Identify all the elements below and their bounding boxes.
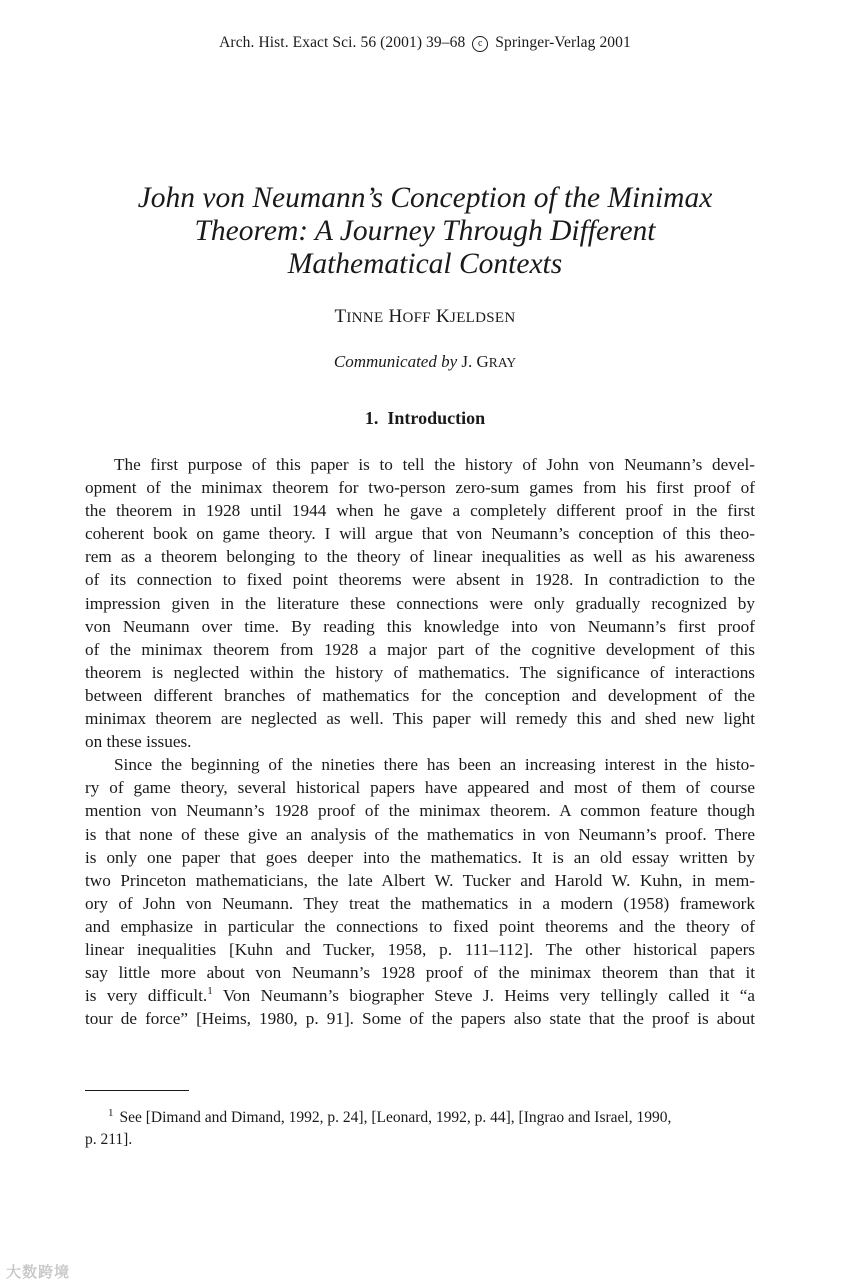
title-line: John von Neumann’s Conception of the Minimax — [137, 182, 713, 214]
text-line: opment of the minimax theorem for two-person zero-sum games from his first proof of — [85, 478, 755, 498]
text-line: theorem is neglected within the history of mathematics. The significance of interactions — [85, 662, 755, 682]
text-line: the theorem in 1928 until 1944 when he gave a completely different proof in the first — [85, 501, 755, 521]
text-line: of the minimax theorem from 1928 a major part of the cognitive development of this — [85, 639, 755, 659]
text-line: mention von Neumann’s 1928 proof of the minimax theorem. A common feature though — [85, 801, 755, 821]
text-line: Since the beginning of the nineties there has been an increasing interest in the histo- — [114, 755, 755, 775]
text-line: is only one paper that goes deeper into the mathematics. It is an old essay written by — [85, 847, 755, 867]
section-heading — [0, 408, 850, 429]
text-line: between different branches of mathematics for the conception and development of the — [85, 685, 755, 705]
text-line: tour de force” [Heims, 1980, p. 91]. Some of the papers also state that the proof is about — [85, 1009, 755, 1029]
text-line: ry of game theory, several historical papers have appeared and most of them of course — [85, 778, 755, 798]
text-line: von Neumann over time. By reading this knowledge into von Neumann’s first proof — [85, 616, 755, 636]
footnote — [85, 1102, 755, 1151]
section-number: 1. — [364, 408, 379, 428]
text-line: of its connection to fixed point theorems were absent in 1928. In contradiction to the — [85, 570, 755, 590]
text-line: impression given in the literature these connections were only gradually recognized by — [85, 593, 755, 613]
running-header — [0, 34, 850, 52]
text-line: minimax theorem are neglected as well. This paper will remedy this and shed new light — [85, 709, 755, 729]
title-line: Theorem: A Journey Through Different — [194, 215, 656, 247]
publisher-text: Springer-Verlag 2001 — [495, 34, 631, 51]
text-line: on these issues. — [85, 732, 192, 752]
text-line: two Princeton mathematicians, the late Albert W. Tucker and Harold W. Kuhn, in mem- — [85, 870, 755, 890]
copyright-icon: c — [472, 36, 488, 52]
text-line: rem as a theorem belonging to the theory of linear inequalities as well as his awareness — [85, 547, 755, 567]
footnote-text-continued: p. 211]. — [85, 1131, 133, 1148]
footnote-divider — [85, 1090, 189, 1091]
paragraph-2 — [85, 753, 755, 984]
body-text — [85, 453, 755, 1030]
footnote-text: See [Dimand and Dimand, 1992, p. 24], [Leonard, 1992, p. 44], [Ingrao and Israel, 1990, — [119, 1109, 672, 1126]
text-line: linear inequalities [Kuhn and Tucker, 1958, p. 111–112]. The other historical papers — [85, 939, 755, 959]
title-line: Mathematical Contexts — [287, 248, 563, 280]
text-line: is very difficult.$^1$ Von Neumann’s biographer Steve J. Heims very tellingly called it “a — [85, 985, 756, 1006]
watermark-text: 大数跨境 — [6, 1263, 71, 1281]
communicated-by — [0, 352, 850, 372]
section-title: Introduction — [387, 408, 486, 428]
text-line: is that none of these give an analysis of the mathematics in von Neumann’s proof. There — [85, 824, 755, 844]
text-line: and emphasize in particular the connections to fixed point theorems and the theory of — [85, 916, 755, 936]
communicator-name: J. GRAY — [461, 352, 517, 371]
paper-title — [0, 182, 850, 281]
paragraph-1 — [85, 453, 755, 753]
communicated-prefix: Communicated by — [333, 352, 458, 371]
author-text: TINNE HOFF KJELDSEN — [334, 306, 516, 327]
author-name — [0, 306, 850, 328]
watermark-logo — [6, 1261, 70, 1282]
text-line: say little more about von Neumann’s 1928 proof of the minimax theorem than that it — [85, 963, 755, 983]
text-line: The first purpose of this paper is to tell the history of John von Neumann’s devel- — [114, 455, 755, 474]
text-line: coherent book on game theory. I will argue that von Neumann’s conception of this theo- — [85, 524, 755, 544]
footnote-number: 1 — [108, 1107, 114, 1119]
citation-text: Arch. Hist. Exact Sci. 56 (2001) 39–68 — [219, 34, 466, 51]
footnote-mark[interactable]: 1 — [207, 985, 213, 998]
text-line: ory of John von Neumann. They treat the mathematics in a modern (1958) framework — [85, 893, 755, 913]
